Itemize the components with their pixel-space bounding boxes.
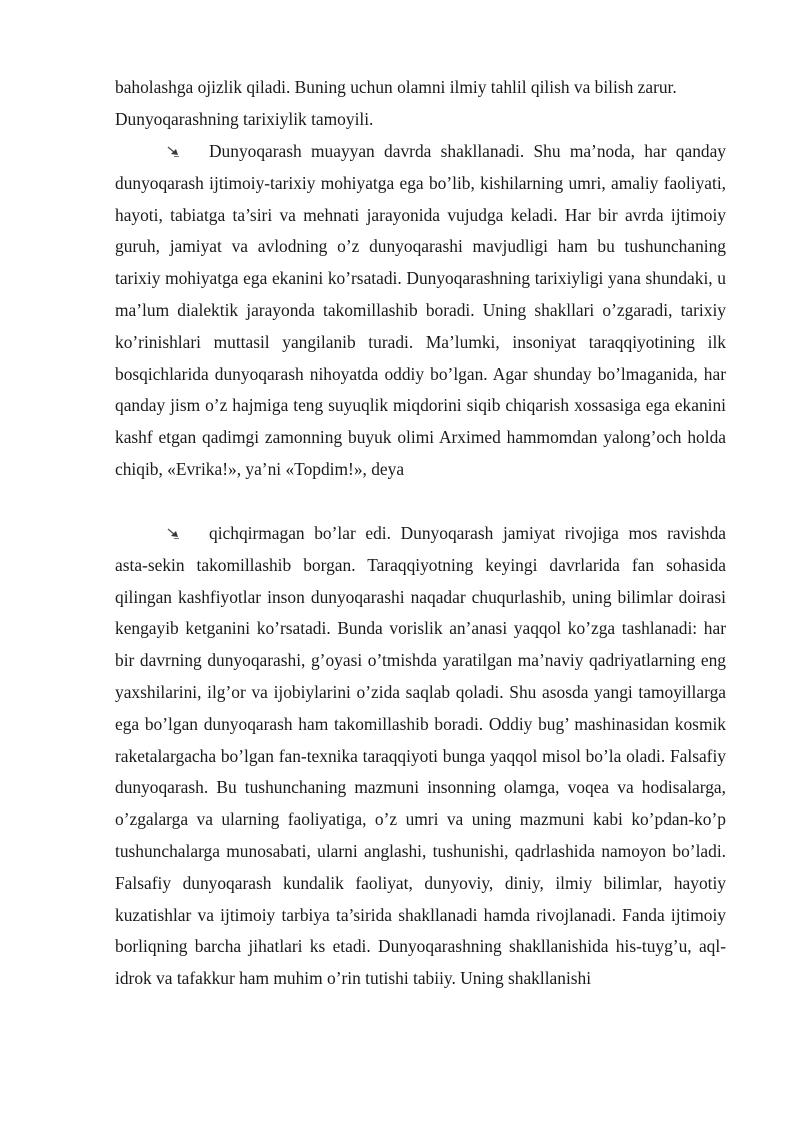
paragraph-1-text: Dunyoqarash muayyan davrda shakllanadi. Shu ma’noda, har qanday dunyoqarash ijtimoiy-tarixiy mohiyatga ega bo’lib, kishilarning umri, amaliy faoliyati, hayoti, tabiatga ta’siri va mehnati jarayonida vujudga keladi. Har bir avrda ijtimoiy guruh, jamiyat va avlodning o’z dunyoqarashi mavjudligi ham bu tushunchaning tarixiy mohiyatga ega ekanini ko’rsatadi. Dunyoqarashning tarixiyligi yana shundaki, u ma’lum dialektik jarayonda takomillashib boradi. Uning shakllari o’zgaradi, tarixiy ko’rinishlari muttasil yangilanib turadi. Ma’lumki, insoniyat taraqqiyotining ilk bosqichlarida dunyoqarash nihoyatda oddiy bo’lgan. Agar shunday bo’lmaganida, har qanday jism o’z hajmiga teng suyuqlik miqdorini siqib chiqarish xossasiga ega ekanini kashf etgan qadimgi zamonning buyuk olimi Arximed hammomdan yalong’och holda chiqib, «Evrika!», ya’ni «Topdim!», deya <box>115 141 726 479</box>
arrow-down-right-icon <box>165 526 181 540</box>
paragraph-2 <box>115 518 726 995</box>
paragraph-1-block <box>115 136 726 486</box>
intro-block <box>115 72 726 136</box>
paragraph-1 <box>115 136 726 486</box>
intro-line-2: Dunyoqarashning tarixiylik tamoyili. <box>115 108 374 129</box>
paragraph-2-text: qichqirmagan bo’lar edi. Dunyoqarash jamiyat rivojiga mos ravishda asta-sekin takomillashib borgan. Taraqqiyotning keyingi davrlarida fan sohasida qilingan kashfiyotlar inson dunyoqarashi naqadar chuqurlashib, uning bilimlar doirasi kengayib ketganini ko’rsatadi. Bunda vorislik an’anasi yaqqol ko’zga tashlanadi: har bir davrning dunyoqarashi, g’oyasi o’tmishda yaratilgan ma’naviy qadriyatlarning eng yaxshilarini, ilg’or va ijobiylarini o’zida saqlab qoladi. Shu asosda yangi tamoyillarga ega bo’lgan dunyoqarash ham takomillashib boradi. Oddiy bug’ mashinasidan kosmik raketalargacha bo’lgan fan-texnika taraqqiyoti bunga yaqqol misol bo’la oladi. Falsafiy dunyoqarash. Bu tushunchaning mazmuni insonning olamga, voqea va hodisalarga, o’zgalarga va ularning faoliyatiga, o’z umri va uning mazmuni kabi ko’pdan-ko’p tushunchalarga munosabati, ularni anglashi, tushunishi, qadrlashida namoyon bo’ladi. Falsafiy dunyoqarash kundalik faoliyat, dunyoviy, diniy, ilmiy bilimlar, hayotiy kuzatishlar va ijtimoiy tarbiya ta’sirida shakllanadi hamda rivojlanadi. Fanda ijtimoiy borliqning barcha jihatlari ks etadi. Dunyoqarashning shakllanishida his-tuyg’u, aql-idrok va tafakkur ham muhim o’rin tutishi tabiiy. Uning shakllanishi <box>115 523 726 989</box>
intro-line-1: baholashga ojizlik qiladi. Buning uchun olamni ilmiy tahlil qilish va bilish zarur. <box>115 77 677 97</box>
paragraph-2-block <box>115 518 726 995</box>
arrow-down-right-icon <box>165 144 181 158</box>
